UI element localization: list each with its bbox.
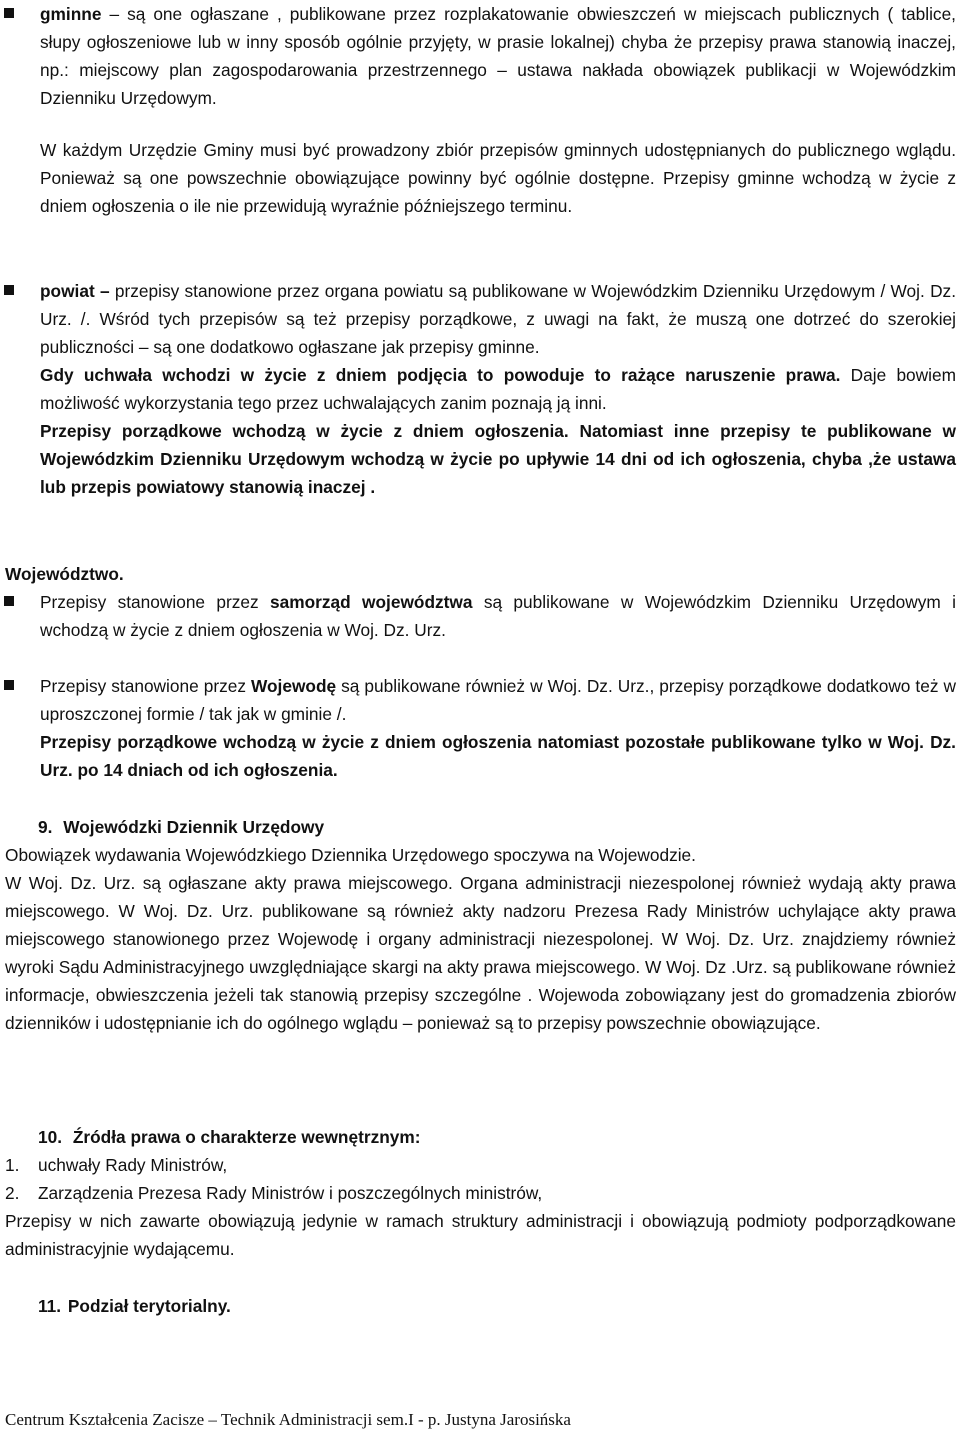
- list-number: 1.: [5, 1155, 20, 1175]
- powiat-bold-entry: Przepisy porządkowe wchodzą w życie z dniem ogłoszenia. Natomiast inne przepisy te publikowane w Wojewódzkim Dzienniku Urzędowym wchodzą w życie po upływie 14 dni od ich ogłoszenia, chyba ,że ustawa lub przepis powiatowy stanowią inaczej .: [40, 421, 956, 497]
- section-10-list-item-1: [5, 1151, 956, 1179]
- page-footer: Centrum Kształcenia Zacisze – Technik Administracji sem.I - p. Justyna Jarosińska: [5, 1410, 571, 1429]
- bullet-square-icon: [4, 680, 14, 690]
- powiat-paragraph: [40, 277, 956, 501]
- gmina-text: są one ogłaszane , publikowane przez rozplakatowanie obwieszczeń w miejscach publicznych ( tablice, słupy ogłoszeniowe lub w inny sposób ogólnie przyjęty, w prasie lokalnej) chyba że przepisy prawa stanowią inaczej, np.: miejscowy plan zagospodarowania przestrzennego – ustawa nakłada obowiązek publikacji w Wojewódzkim Dzienniku Urzędowym.: [40, 4, 956, 108]
- term-dash: –: [109, 4, 120, 24]
- wojewoda-pre: Przepisy stanowione przez: [40, 676, 246, 696]
- section-11-title: Podział terytorialny.: [67, 1296, 231, 1316]
- samorzad-bold: samorząd województwa: [270, 592, 473, 612]
- samorzad-pre: Przepisy stanowione przez: [40, 592, 259, 612]
- section-11-heading: [38, 1292, 231, 1320]
- section-9-number: 9.: [38, 817, 53, 837]
- gmina-collection-text: W każdym Urzędzie Gminy musi być prowadzony zbiór przepisów gminnych udostępnianych do publicznego wglądu.: [40, 140, 956, 160]
- gmina-availability-text: Ponieważ są one powszechnie obowiązujące powinny być ogólnie dostępne.: [40, 168, 655, 188]
- heading-wojewodztwo: Województwo.: [5, 564, 124, 584]
- term-gminne: gminne: [40, 4, 102, 24]
- wojewoda-paragraph: [40, 672, 956, 784]
- wojewoda-bold: Wojewodę: [251, 676, 337, 696]
- section-10-list-item-2: [5, 1179, 956, 1207]
- term-powiat: powiat: [40, 281, 95, 301]
- section-10-title: Źródła prawa o charakterze wewnętrznym:: [72, 1127, 421, 1147]
- section-9-text: W Woj. Dz. Urz. są ogłaszane akty prawa miejscowego. Organa administracji niezespolonej również wydają akty prawa miejscowego. W Woj. Dz. Urz. publikowane są również akty nadzoru Prezesa Rady Ministrów uchylające akty prawa miejscowego stanowionego przez Wojewodę i organy administracji niezespolonej. W Woj. Dz. Urz. znajdziemy również wyroki Sądu Administracyjnego uwzględniające skargi na akty prawa miejscowego. W Woj. Dz .Urz. są publikowane również informacje, obwieszczenia jeżeli tak stanowią przepisy szczególne . Wojewoda zobowiązany jest do gromadzenia zbiorów dzienników i udostępnianie ich do ogólnego wglądu – ponieważ są to przepisy powszechnie obowiązujące.: [5, 873, 956, 1033]
- wojewoda-bold-entry: Przepisy porządkowe wchodzą w życie z dniem ogłoszenia natomiast pozostałe publikowane tylko w Woj. Dz. Urz. po 14 dniach od ich ogłoszenia.: [40, 732, 956, 780]
- bullet-square-icon: [4, 596, 14, 606]
- gmina-entry-text: Przepisy gminne wchodzą w życie z dniem ogłoszenia o ile nie przewidują wyraźnie późniejszego terminu.: [40, 168, 956, 216]
- section-9-body: [5, 841, 956, 1037]
- powiat-bold-warning: Gdy uchwała wchodzi w życie z dniem podjęcia to powoduje to rażące naruszenie prawa.: [40, 365, 841, 385]
- powiat-text-2: Daje bowiem możliwość wykorzystania tego przez uchwalających zanim poznają ją inni.: [40, 365, 956, 413]
- section-10-heading: [38, 1123, 421, 1151]
- bullet-square-icon: [4, 8, 14, 18]
- list-item-text: uchwały Rady Ministrów,: [38, 1155, 228, 1175]
- samorzad-paragraph: [40, 588, 956, 644]
- section-9-title: Wojewódzki Dziennik Urzędowy: [63, 817, 325, 837]
- wojewoda-post: są publikowane również w Woj. Dz. Urz., przepisy porządkowe dodatkowo też w uproszczonej formie / tak jak w gminie /.: [40, 676, 956, 724]
- gmina-paragraph: [40, 0, 956, 112]
- samorzad-post: są publikowane w Wojewódzkim Dzienniku Urzędowym i wchodzą w życie z dniem ogłoszenia w Woj. Dz. Urz.: [40, 592, 956, 640]
- list-number: 2.: [5, 1183, 20, 1203]
- bullet-square-icon: [4, 285, 14, 295]
- section-10-number: 10.: [38, 1127, 63, 1147]
- term-dash: –: [100, 281, 110, 301]
- section-9-heading: [38, 813, 324, 841]
- section-11-number: 11.: [38, 1296, 62, 1316]
- list-item-text: Zarządzenia Prezesa Rady Ministrów i poszczególnych ministrów,: [38, 1183, 543, 1203]
- section-9-line-1: Obowiązek wydawania Wojewódzkiego Dziennika Urzędowego spoczywa na Wojewodzie.: [5, 845, 696, 865]
- powiat-text: przepisy stanowione przez organa powiatu są publikowane w Wojewódzkim Dzienniku Urzędowym / Woj. Dz. Urz. /. Wśród tych przepisów są też przepisy porządkowe, z uwagi na fakt, że muszą one dotrzeć do szerokiej publiczności – są one dodatkowo ogłaszane jak przepisy gminne.: [40, 281, 956, 357]
- gmina-collection-paragraph: [40, 136, 956, 220]
- section-10-body: Przepisy w nich zawarte obowiązują jedynie w ramach struktury administracji i obowiązują podmioty podporządkowane administracyjnie wydającemu.: [5, 1211, 956, 1259]
